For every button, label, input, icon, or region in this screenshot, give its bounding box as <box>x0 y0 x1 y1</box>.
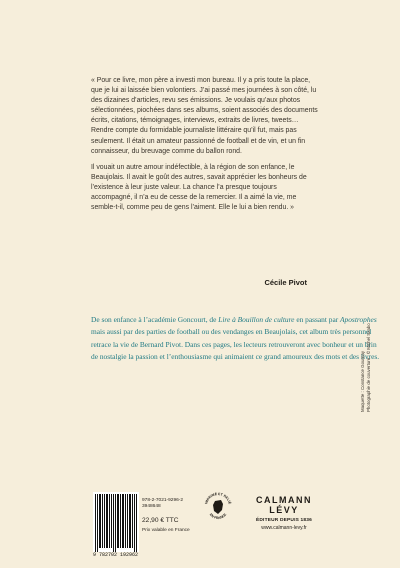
quote-author: Cécile Pivot <box>264 278 307 287</box>
quote-paragraph-2: Il vouait un autre amour indéfectible, à la région de son enfance, le Beaujolais. Il avait le goût des autres, savait apprécier les bonheurs de l’existence à leur juste valeur. La chance l’a presque toujours accompagné, il n’a eu de cesse de la remercier. Il a aimé la vie, me semble-t-il, comme peu de gens l’aiment. Elle le lui a bien rendu. » <box>91 163 307 212</box>
barcode-digits: 9 782702 192962 <box>93 552 139 558</box>
publisher-logo-line-1: CALMANN <box>256 495 312 505</box>
barcode-icon <box>93 492 139 552</box>
isbn <box>142 498 183 510</box>
stamp-top-text: IMPRIMÉ ET RELIÉ <box>204 491 232 505</box>
blurb-paragraph <box>91 314 381 363</box>
credit-photo: Photographie de couverture : © Michel Szabo <box>365 323 371 412</box>
blurb <box>91 314 381 363</box>
credit-layout: Maquette : Constance Gournay <box>360 350 365 412</box>
blurb-title-show-1: Lire à Bouillon de culture <box>218 315 295 324</box>
publisher-url[interactable]: www.calmann-levy.fr <box>261 525 307 531</box>
blurb-text-2: en passant par <box>294 315 341 324</box>
price-validity: Prix valable en France <box>142 528 190 533</box>
price: 22,90 € TTC <box>142 517 179 524</box>
publisher-since: ÉDITEUR DEPUIS 1836 <box>255 518 313 523</box>
publisher-logo-line-2: LÉVY <box>269 505 299 515</box>
isbn-line-2: 3948648 <box>142 504 161 509</box>
publisher-block <box>254 495 314 531</box>
quote-block <box>91 76 319 213</box>
quote-paragraph-1: « Pour ce livre, mon père a investi mon bureau. Il y a pris toute la place, que je lui ai laissée bien volontiers. J’ai passé mes journées à son côté, lu des dizaines d’articles, revu ses émissions. Je voulais qu’aux photos sélectionnées, piochées dans ses albums, soient associés des documents écrits, citations, témoignages, interviews, extraits de livres, tweets… Rendre compte du formidable journaliste littéraire qu’il fut, mais pas seulement. Il était un amateur passionné de football et de vin, et un fin connaisseur, du breuvage comme du ballon rond. <box>91 77 318 155</box>
blurb-text-1: De son enfance à l’académie Goncourt, de <box>91 315 219 324</box>
isbn-line-1: 978-2-7021-9296-2 <box>142 498 184 503</box>
credits <box>360 312 371 412</box>
blurb-text-3: mais aussi par des parties de football ou des vendanges en Beaujolais, cet album très personnel retrace la vie de Bernard Pivot. Dans ces pages, les lecteurs retrouveront avec bonheur et un brin de nostalgie la passion et l’enthousiasme qui animaient ce grand amoureux des mots et des livres. <box>91 327 380 361</box>
publisher-logo <box>254 495 314 515</box>
blurb-title-show-2: Apostrophes <box>340 315 377 324</box>
stamp-bottom-text: EN FRANCE <box>208 512 228 521</box>
made-in-france-stamp-icon <box>203 491 233 525</box>
